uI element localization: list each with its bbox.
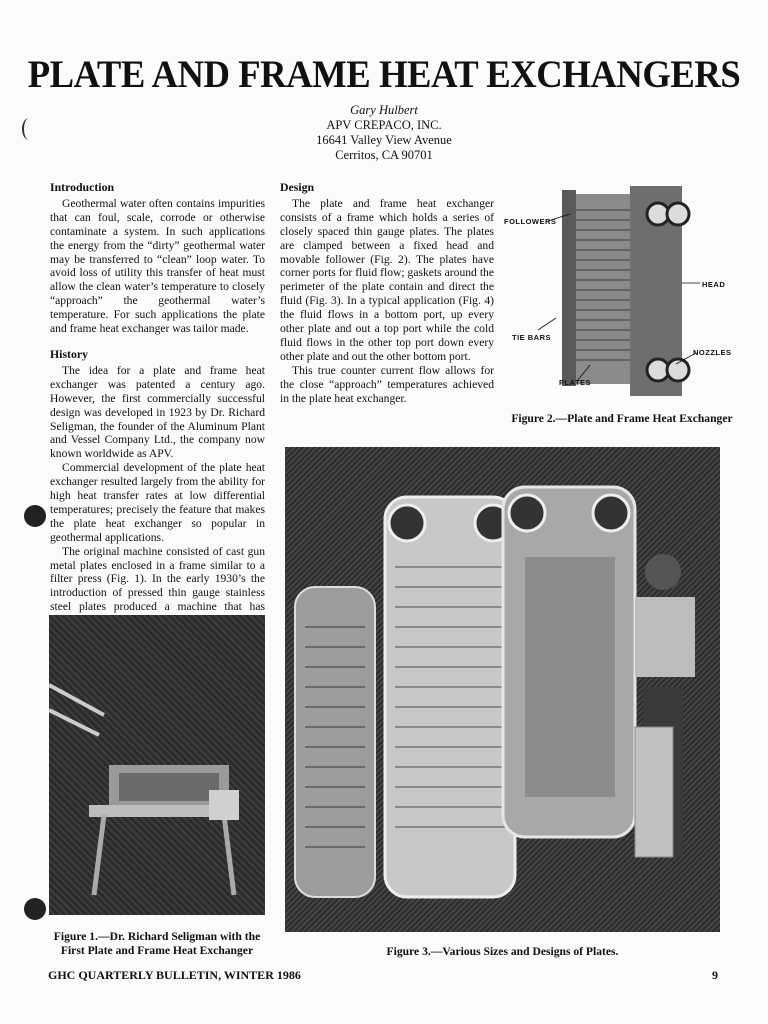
page-number: 9 <box>712 968 718 982</box>
early-heat-exchanger-illustration <box>49 615 265 915</box>
figure-1-photo <box>49 615 265 915</box>
introduction-heading: Introduction <box>50 180 115 194</box>
page-title: PLATE AND FRAME HEAT EXCHANGERS <box>27 53 741 96</box>
history-heading: History <box>50 346 89 361</box>
figure-1-caption-line-2: First Plate and Frame Heat Exchanger <box>60 944 254 957</box>
binder-hole-mark-middle <box>24 505 46 527</box>
footer-bulletin: GHC QUARTERLY BULLETIN, WINTER 1986 <box>48 968 301 982</box>
introduction-paragraph: Geothermal water often contains impurities that can foul, scale, corrode or otherwise contaminate a system. In such applications the energy from the “dirty” geothermal water may be transferred to “clean” loop water. To avoid loss of utility this transfer of heat must allow the clean water’s temperature to closely “approach” the geothermal water’s temperature. For such applications the plate and frame heat exchanger was tailor made. <box>50 196 265 336</box>
label-nozzles: NOZZLES <box>693 348 732 357</box>
figure-2-diagram <box>500 180 740 402</box>
history-paragraph-2: Commercial development of the plate heat exchanger resulted largely from the ability for high heat transfer rates at low differential temperatures; precisely the feature that makes the plate heat exchanger so popular in geothermal applications. <box>50 461 265 544</box>
author-name: Gary Hulbert <box>350 103 418 117</box>
author-block <box>0 103 768 163</box>
design-paragraph-2: This true counter current flow allows for the close “approach” temperatures achieved in the plate heat exchanger. <box>280 363 494 405</box>
binder-hole-mark-bottom <box>24 898 46 920</box>
label-head: HEAD <box>702 280 726 289</box>
label-followers: FOLLOWERS <box>504 217 557 226</box>
middle-column <box>280 181 494 406</box>
design-heading: Design <box>280 180 315 194</box>
label-tie-bars: TIE BARS <box>512 333 552 342</box>
history-paragraph-3: The original machine consisted of cast gun metal plates enclosed in a frame similar to a filter press (Fig. 1). In the early 1930’s the introduction of pressed thin gauge stainless steel plates produced a machine that has <box>50 544 265 614</box>
figure-1-caption-line-1: Figure 1.—Dr. Richard Seligman with the <box>53 930 261 943</box>
plates-illustration <box>285 447 720 932</box>
history-paragraph-1: The idea for a plate and frame heat exchanger was patented a century ago. However, the first commercially successful design was developed in 1923 by Dr. Richard Seligman, the founder of the Aluminum Plant and Vessel Company Ltd., the company now known worldwide as APV. <box>50 363 265 461</box>
left-column <box>50 181 265 642</box>
binder-hole-mark-top <box>22 118 36 140</box>
author-street: 16641 Valley View Avenue <box>316 133 452 147</box>
figure-1-caption <box>49 930 265 958</box>
label-plates: PLATES <box>559 378 592 387</box>
author-city: Cerritos, CA 90701 <box>335 148 433 162</box>
design-paragraph-1: The plate and frame heat exchanger consists of a frame which holds a series of closely spaced thin gauge plates. The plates are clamped between a fixed head and movable follower (Fig. 2). The plates have corner ports for fluid flow; gaskets around the perimeter of the plate contain and direct the fluid (Fig. 3). In a typical application (Fig. 4) the fluid flows in a bottom port, up every other plate and out a top port while the cold fluid flows in the other top port down every other plate and out the other bottom port. <box>280 196 494 363</box>
figure-2-caption: Figure 2.—Plate and Frame Heat Exchanger <box>511 412 733 425</box>
figure-3-caption: Figure 3.—Various Sizes and Designs of Plates. <box>386 945 619 958</box>
heat-exchanger-illustration <box>500 180 740 402</box>
author-company: APV CREPACO, INC. <box>326 118 442 132</box>
figure-3-photo <box>285 447 720 932</box>
